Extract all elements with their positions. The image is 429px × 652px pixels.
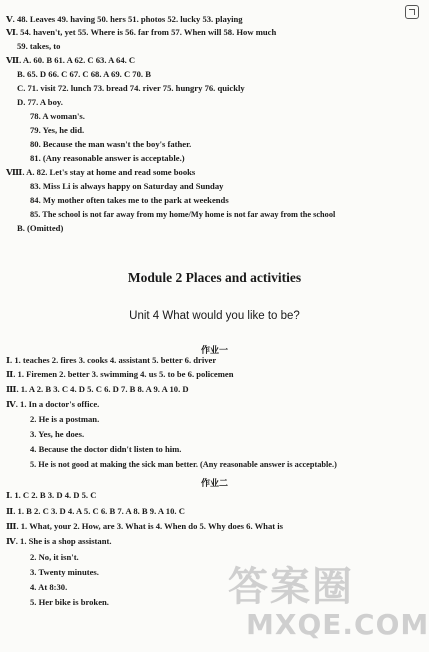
answer-line: Ⅰ. 1. C 2. B 3. D 4. D 5. C [6, 490, 97, 500]
answer-line: 5. Her bike is broken. [30, 597, 109, 607]
answer-line: Ⅴ. 48. Leaves 49. having 50. hers 51. photos 52. lucky 53. playing [6, 14, 243, 24]
answer-line: Ⅲ. 1. What, your 2. How, are 3. What is 4. When do 5. Why does 6. What is [6, 521, 284, 531]
answer-line: B. (Omitted) [17, 223, 64, 233]
watermark-logo: 答案圈 [228, 564, 354, 610]
answer-line: 2. No, it isn't. [30, 552, 79, 562]
answer-line: 5. He is not good at making the sick man better. (Any reasonable answer is acceptable.) [30, 460, 337, 469]
answer-line: Ⅲ. 1. A 2. B 3. C 4. D 5. C 6. D 7. B 8. A 9. A 10. D [6, 384, 189, 394]
answer-line: 85. The school is not far away from my home/My home is not far away from the school [30, 210, 336, 219]
answer-line: Ⅱ. 1. Firemen 2. better 3. swimming 4. us 5. to be 6. policemen [6, 369, 234, 379]
answer-line: 84. My mother often takes me to the park at weekends [30, 195, 229, 205]
answer-line: 3. Twenty minutes. [30, 567, 99, 577]
answer-line: Ⅷ. A. 82. Let's stay at home and read some books [6, 167, 196, 177]
answer-line: D. 77. A boy. [17, 97, 63, 107]
module-title: Module 2 Places and activities [127, 270, 302, 285]
answer-line: Ⅱ. 1. B 2. C 3. D 4. A 5. C 6. B 7. A 8. B 9. A 10. C [6, 506, 185, 516]
answer-line: 4. Because the doctor didn't listen to him. [30, 444, 182, 454]
answer-line: 3. Yes, he does. [30, 429, 85, 439]
answer-line: Ⅵ. 54. haven't, yet 55. Where is 56. far from 57. When will 58. How much [6, 27, 277, 37]
answer-line: 80. Because the man wasn't the boy's father. [30, 139, 192, 149]
answer-line: Ⅳ. 1. She is a shop assistant. [6, 536, 112, 546]
section-title-1: 作业一 [200, 346, 228, 356]
page-corner-icon [405, 5, 419, 19]
answer-line: 2. He is a postman. [30, 414, 100, 424]
answer-line: Ⅰ. 1. teaches 2. fires 3. cooks 4. assistant 5. better 6. driver [6, 355, 217, 365]
watermark-url: MXQE.COM [246, 608, 429, 641]
answer-line: 59. takes, to [17, 41, 61, 51]
answer-line: 79. Yes, he did. [30, 125, 85, 135]
unit-title: Unit 4 What would you like to be? [129, 310, 300, 322]
answer-line: Ⅳ. 1. In a doctor's office. [6, 399, 100, 409]
answer-line: Ⅶ. A. 60. B 61. A 62. C 63. A 64. C [6, 55, 136, 65]
answer-line: 83. Miss Li is always happy on Saturday and Sunday [30, 181, 224, 191]
answer-line: 81. (Any reasonable answer is acceptable.) [30, 153, 185, 163]
section-title-2: 作业二 [200, 479, 228, 489]
answer-line: 4. At 8:30. [30, 582, 68, 592]
answer-line: C. 71. visit 72. lunch 73. bread 74. river 75. hungry 76. quickly [17, 83, 245, 93]
answer-line: B. 65. D 66. C 67. C 68. A 69. C 70. B [17, 69, 151, 79]
answer-line: 78. A woman's. [30, 111, 85, 121]
